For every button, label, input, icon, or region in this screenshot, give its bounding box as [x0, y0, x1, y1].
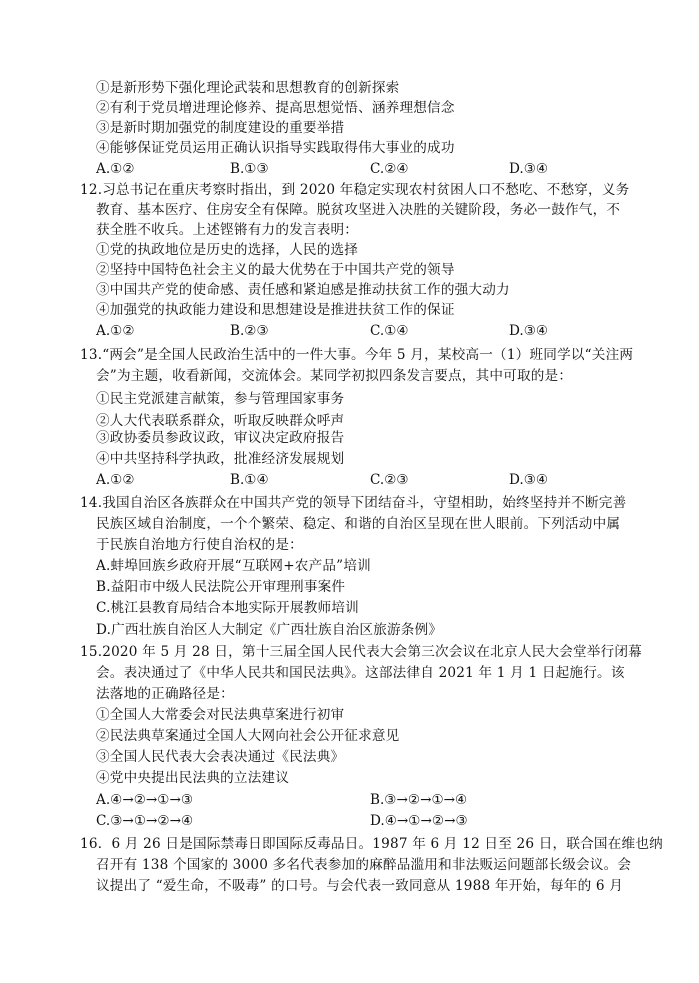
q12-option-a: A.①② — [96, 323, 135, 339]
q16-stem-line-1: 16．6 月 26 日是国际禁毒日即国际反毒品日。1987 年 6 月 12 日至 26 日，联合国在维也纳 — [80, 836, 663, 852]
q15-option-a: A.④→②→①→③ — [96, 792, 194, 808]
q11-statement-1: ①是新形势下强化理论武装和思想教育的创新探索 — [96, 80, 400, 96]
q12-statement-2: ②坚持中国特色社会主义的最大优势在于中国共产党的领导 — [96, 262, 455, 278]
q15-statement-2: ②民法典草案通过全国人大网向社会公开征求意见 — [96, 728, 400, 744]
q14-stem-line-3: 于民族自治地方行使自治权的是： — [96, 537, 303, 553]
q13-stem-line-1: 13.“两会”是全国人民政治生活中的一件大事。今年 5 月，某校高一（1）班同学以“关注两 — [80, 347, 634, 363]
q12-statement-4: ④加强党的执政能力建设和思想建设是推进扶贫工作的保证 — [96, 302, 455, 318]
q13-option-a: A.①② — [96, 472, 135, 488]
q13-statement-3: ③政协委员参政议政，审议决定政府报告 — [96, 430, 345, 446]
q15-option-c: C.③→①→②→④ — [96, 813, 194, 829]
q11-option-a: A.①② — [96, 161, 135, 177]
q15-statement-1: ①全国人大常委会对民法典草案进行初审 — [96, 707, 345, 723]
q15-stem-line-3: 法落地的正确路径是： — [96, 686, 234, 702]
q13-statement-4: ④中共坚持科学执政，批准经济发展规划 — [96, 451, 345, 467]
q14-option-d: D.广西壮族自治区人大制定《广西壮族自治区旅游条例》 — [96, 622, 443, 638]
q12-stem-line-2: 教育、基本医疗、住房安全有保障。脱贫攻坚进入决胜的关键阶段，务必一鼓作气，不 — [96, 202, 621, 218]
q11-statement-2: ②有利于党员增进理论修养、提高思想觉悟、涵养理想信念 — [96, 100, 455, 116]
q13-option-b: B.①④ — [230, 472, 269, 488]
q15-option-b: B.③→②→①→④ — [370, 792, 468, 808]
q16-stem-line-2: 召开有 138 个国家的 3000 多名代表参加的麻醉品滥用和非法贩运问题部长级会议。会 — [96, 857, 632, 873]
q13-option-c: C.②③ — [370, 472, 409, 488]
q11-statement-3: ③是新时期加强党的制度建设的重要举措 — [96, 120, 345, 136]
q11-statement-4: ④能够保证党员运用正确认识指导实践取得伟大事业的成功 — [96, 140, 455, 156]
q12-statement-3: ③中国共产党的使命感、责任感和紧迫感是推动扶贫工作的强大动力 — [96, 282, 510, 298]
q14-stem-line-2: 民族区域自治制度，一个个繁荣、稳定、和谐的自治区呈现在世人眼前。下列活动中属 — [96, 516, 621, 532]
q12-statement-1: ①党的执政地位是历史的选择，人民的选择 — [96, 242, 359, 258]
q15-stem-line-1: 15.2020 年 5 月 28 日，第十三届全国人民代表大会第三次会议在北京人民大会堂举行闭幕 — [80, 644, 642, 660]
q13-stem-line-2: 会”为主题，收看新闻，交流体会。某同学初拟四条发言要点，其中可取的是： — [96, 368, 573, 384]
q15-statement-3: ③全国人民代表大会表决通过《民法典》 — [96, 749, 345, 765]
q16-stem-line-3: 议提出了 “爱生命，不吸毒” 的口号。与会代表一致同意从 1988 年开始，每年的 6 月 — [96, 878, 624, 894]
q11-option-c: C.②④ — [370, 161, 409, 177]
q14-option-b: B.益阳市中级人民法院公开审理刑事案件 — [96, 579, 346, 595]
q14-option-c: C.桃江县教育局结合本地实际开展教师培训 — [96, 600, 359, 616]
q13-option-d: D.③④ — [509, 472, 549, 488]
q12-stem-line-1: 12.习总书记在重庆考察时指出，到 2020 年稳定实现农村贫困人口不愁吃、不愁穿，义务 — [80, 182, 630, 198]
q14-option-a: A.蚌埠回族乡政府开展“互联网+农产品”培训 — [96, 558, 371, 574]
q12-option-b: B.②③ — [230, 323, 269, 339]
q12-stem-line-3: 获全胜不收兵。上述铿锵有力的发言表明： — [96, 222, 359, 238]
q13-statement-2: ②人大代表联系群众，听取反映群众呼声 — [96, 413, 345, 429]
q12-option-c: C.①④ — [370, 323, 409, 339]
q13-statement-1: ①民主党派建言献策，参与管理国家事务 — [96, 391, 345, 407]
q14-stem-line-1: 14.我国自治区各族群众在中国共产党的领导下团结奋斗，守望相助，始终坚持并不断完善 — [80, 495, 627, 511]
q15-statement-4: ④党中央提出民法典的立法建议 — [96, 770, 290, 786]
q15-option-d: D.④→①→②→③ — [370, 813, 468, 829]
q11-option-d: D.③④ — [509, 161, 549, 177]
q12-option-d: D.③④ — [509, 323, 549, 339]
q11-option-b: B.①③ — [230, 161, 269, 177]
q15-stem-line-2: 会。表决通过了《中华人民共和国民法典》。这部法律自 2021 年 1 月 1 日起施行。该 — [96, 665, 625, 681]
